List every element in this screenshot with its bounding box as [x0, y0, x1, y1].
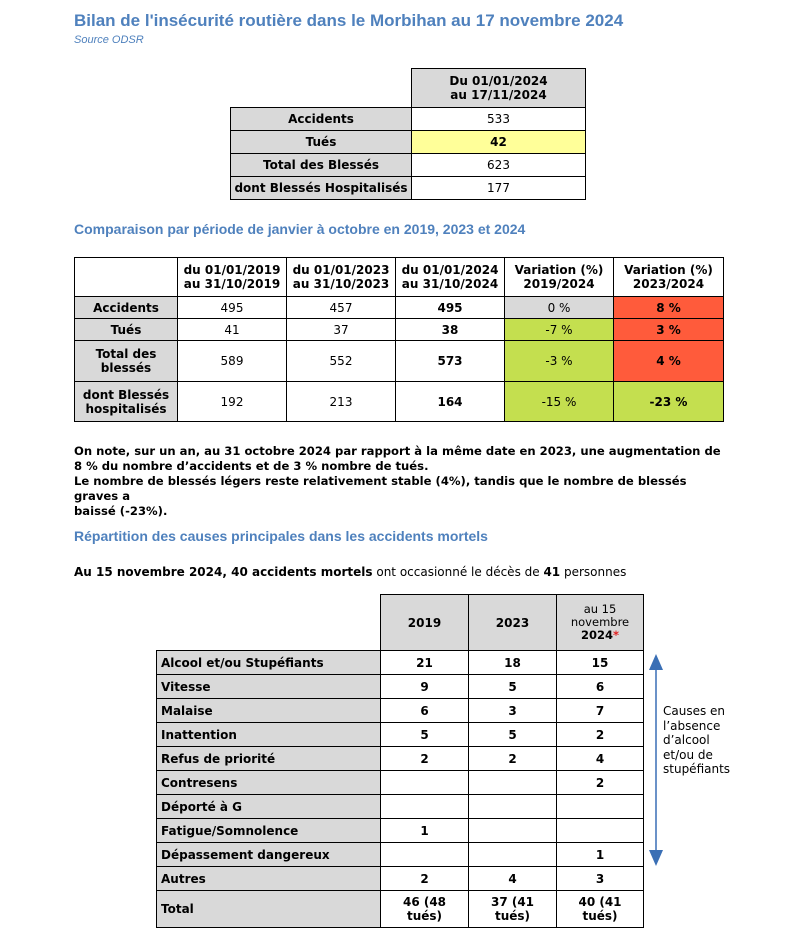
comparison-header — [287, 258, 396, 297]
summary-row-label: Accidents — [231, 108, 412, 131]
causes-col-2019: 2019 — [381, 595, 469, 651]
cell-2023: 457 — [287, 297, 396, 319]
summary-table — [230, 68, 586, 200]
header-line: 2023/2024 — [632, 277, 705, 291]
side-note — [663, 704, 743, 777]
cell-var-2023-2024: 8 % — [614, 297, 724, 319]
col2024-year — [560, 629, 640, 642]
header-line: au 31/10/2023 — [292, 277, 390, 291]
source-note: Source ODSR — [74, 34, 144, 46]
intro-bold: Au 15 novembre 2024, 40 accidents mortels — [74, 565, 373, 579]
cell-2019: 1 — [381, 819, 469, 843]
comparison-header — [178, 258, 287, 297]
cell-2023: 5 — [469, 675, 557, 699]
cause-label: Autres — [157, 867, 381, 891]
note-line: baissé (-23%). — [74, 504, 168, 518]
cell-2019: 2 — [381, 747, 469, 771]
comparison-heading: Comparaison par période de janvier à octobre en 2019, 2023 et 2024 — [74, 221, 526, 237]
cause-label: Alcool et/ou Stupéfiants — [157, 651, 381, 675]
comparison-row-label — [75, 341, 178, 382]
label-line: Total des — [95, 347, 157, 361]
cell-2023: 2 — [469, 747, 557, 771]
label-line: dont Blessés — [82, 387, 170, 402]
causes-intro — [74, 565, 626, 579]
label-line: Accidents — [93, 300, 159, 315]
cell-var-2023-2024: 3 % — [614, 319, 724, 341]
cause-label: Inattention — [157, 723, 381, 747]
cause-label: Vitesse — [157, 675, 381, 699]
header-line: du 01/01/2024 — [401, 263, 499, 277]
table-row — [231, 131, 586, 154]
cell-2023 — [469, 843, 557, 867]
cell-2024: 164 — [396, 382, 505, 422]
comparison-header — [396, 258, 505, 297]
cell-2023: 4 — [469, 867, 557, 891]
cell-2019: 21 — [381, 651, 469, 675]
cell-2019: 41 — [178, 319, 287, 341]
cell-2023: 5 — [469, 723, 557, 747]
summary-period-header — [412, 69, 586, 108]
header-line: au 31/10/2024 — [401, 277, 499, 291]
causes-col-2023: 2023 — [469, 595, 557, 651]
total-2023: 37 (41 tués) — [469, 891, 557, 928]
cell-2024 — [557, 819, 644, 843]
side-note-line: stupéfiants — [663, 762, 731, 776]
table-row — [231, 108, 586, 131]
cell-2023 — [469, 819, 557, 843]
cell-2024: 495 — [396, 297, 505, 319]
header-line: 2019/2024 — [523, 277, 595, 291]
cause-label: Contresens — [157, 771, 381, 795]
header-line: au 31/10/2019 — [183, 277, 281, 291]
total-2024: 40 (41 tués) — [557, 891, 644, 928]
cell-2023: 18 — [469, 651, 557, 675]
table-row — [231, 154, 586, 177]
intro-text: ont occasionné le décès de — [372, 565, 544, 579]
page-title: Bilan de l'insécurité routière dans le Morbihan au 17 novembre 2024 — [74, 11, 624, 30]
side-note-line: et/ou de — [663, 747, 713, 762]
table-row — [157, 795, 644, 819]
summary-row-label: Tués — [231, 131, 412, 154]
total-2019: 46 (48 tués) — [381, 891, 469, 928]
summary-period-line2: au 17/11/2024 — [450, 88, 547, 102]
cause-label: Malaise — [157, 699, 381, 723]
col2024-line: au 15 — [583, 602, 617, 616]
table-row — [157, 651, 644, 675]
comparison-header — [505, 258, 614, 297]
side-note-line: l’absence — [663, 718, 721, 733]
causes-table — [156, 594, 644, 928]
table-row — [157, 723, 644, 747]
cell-2023: 213 — [287, 382, 396, 422]
label-line: blessés — [100, 361, 152, 375]
cell-2024: 38 — [396, 319, 505, 341]
cell-2019: 192 — [178, 382, 287, 422]
label-line: hospitalisés — [85, 401, 167, 416]
table-row — [157, 747, 644, 771]
summary-row-label: Total des Blessés — [231, 154, 412, 177]
cell-2024: 3 — [557, 867, 644, 891]
table-row — [157, 843, 644, 867]
cell-var-2019-2024: 0 % — [505, 297, 614, 319]
table-row — [157, 867, 644, 891]
header-line: Variation (%) — [514, 263, 604, 277]
causes-col-2024 — [557, 595, 644, 651]
cell-2019: 2 — [381, 867, 469, 891]
header-line: du 01/01/2019 — [183, 263, 281, 277]
cell-2024 — [557, 795, 644, 819]
cause-label: Dépassement dangereux — [157, 843, 381, 867]
total-label: Total — [157, 891, 381, 928]
cell-2024: 2 — [557, 771, 644, 795]
comparison-header — [614, 258, 724, 297]
cell-var-2019-2024: -7 % — [505, 319, 614, 341]
table-row — [75, 382, 724, 422]
header-line: du 01/01/2023 — [292, 263, 390, 277]
summary-row-value: 533 — [412, 108, 586, 131]
asterisk-mark: * — [613, 628, 620, 642]
cell-2023: 37 — [287, 319, 396, 341]
note-line: On note, sur un an, au 31 octobre 2024 par rapport à la même date en 2023, une augmentation de — [74, 444, 721, 458]
cell-2019: 9 — [381, 675, 469, 699]
causes-corner — [157, 595, 381, 651]
summary-row-value: 42 — [412, 131, 586, 154]
cell-2024: 573 — [396, 341, 505, 382]
comparison-table — [74, 257, 724, 422]
table-row — [75, 297, 724, 319]
summary-row-value: 623 — [412, 154, 586, 177]
cell-2019 — [381, 843, 469, 867]
arrow-head-up — [649, 654, 663, 670]
comparison-row-label — [75, 297, 178, 319]
table-row — [157, 819, 644, 843]
table-row — [231, 177, 586, 200]
cell-var-2023-2024: -23 % — [614, 382, 724, 422]
summary-row-label: dont Blessés Hospitalisés — [231, 177, 412, 200]
comparison-corner — [75, 258, 178, 297]
table-row — [157, 675, 644, 699]
comparison-row-label — [75, 382, 178, 422]
table-row — [157, 771, 644, 795]
cell-2024: 15 — [557, 651, 644, 675]
arrow-head-down — [649, 850, 663, 866]
cell-2023 — [469, 795, 557, 819]
cell-2024: 2 — [557, 723, 644, 747]
cell-var-2019-2024: -15 % — [505, 382, 614, 422]
cell-var-2019-2024: -3 % — [505, 341, 614, 382]
cell-2023: 552 — [287, 341, 396, 382]
summary-period-line1: Du 01/01/2024 — [449, 74, 548, 88]
comparison-row-label — [75, 319, 178, 341]
cause-label: Fatigue/Somnolence — [157, 819, 381, 843]
cell-2019: 495 — [178, 297, 287, 319]
cell-2019 — [381, 795, 469, 819]
side-note-line: d’alcool — [663, 733, 710, 747]
label-line: Tués — [110, 322, 142, 337]
cell-2019: 6 — [381, 699, 469, 723]
note-line: Le nombre de blessés légers reste relativement stable (4%), tandis que le nombre de blessés graves a — [74, 474, 687, 503]
intro-bold: 41 — [543, 565, 561, 579]
cell-2019 — [381, 771, 469, 795]
cause-label: Refus de priorité — [157, 747, 381, 771]
intro-text: personnes — [560, 565, 627, 579]
cell-2024: 7 — [557, 699, 644, 723]
cell-2024: 6 — [557, 675, 644, 699]
col2024-line: novembre — [570, 615, 630, 629]
table-row — [157, 699, 644, 723]
note-line: 8 % du nombre d’accidents et de 3 % nombre de tués. — [74, 459, 429, 473]
header-line: Variation (%) — [624, 263, 713, 277]
analysis-note — [74, 444, 734, 519]
col2024-year-text: 2024 — [580, 628, 613, 642]
side-note-line: Causes en — [663, 704, 726, 718]
cell-2019: 5 — [381, 723, 469, 747]
table-row — [75, 341, 724, 382]
cell-var-2023-2024: 4 % — [614, 341, 724, 382]
summary-corner — [231, 69, 412, 108]
cell-2019: 589 — [178, 341, 287, 382]
cell-2024: 1 — [557, 843, 644, 867]
table-row-total — [157, 891, 644, 928]
cell-2024: 4 — [557, 747, 644, 771]
cause-label: Déporté à G — [157, 795, 381, 819]
cell-2023 — [469, 771, 557, 795]
causes-heading: Répartition des causes principales dans les accidents mortels — [74, 528, 488, 544]
summary-row-value: 177 — [412, 177, 586, 200]
table-row — [75, 319, 724, 341]
cell-2023: 3 — [469, 699, 557, 723]
